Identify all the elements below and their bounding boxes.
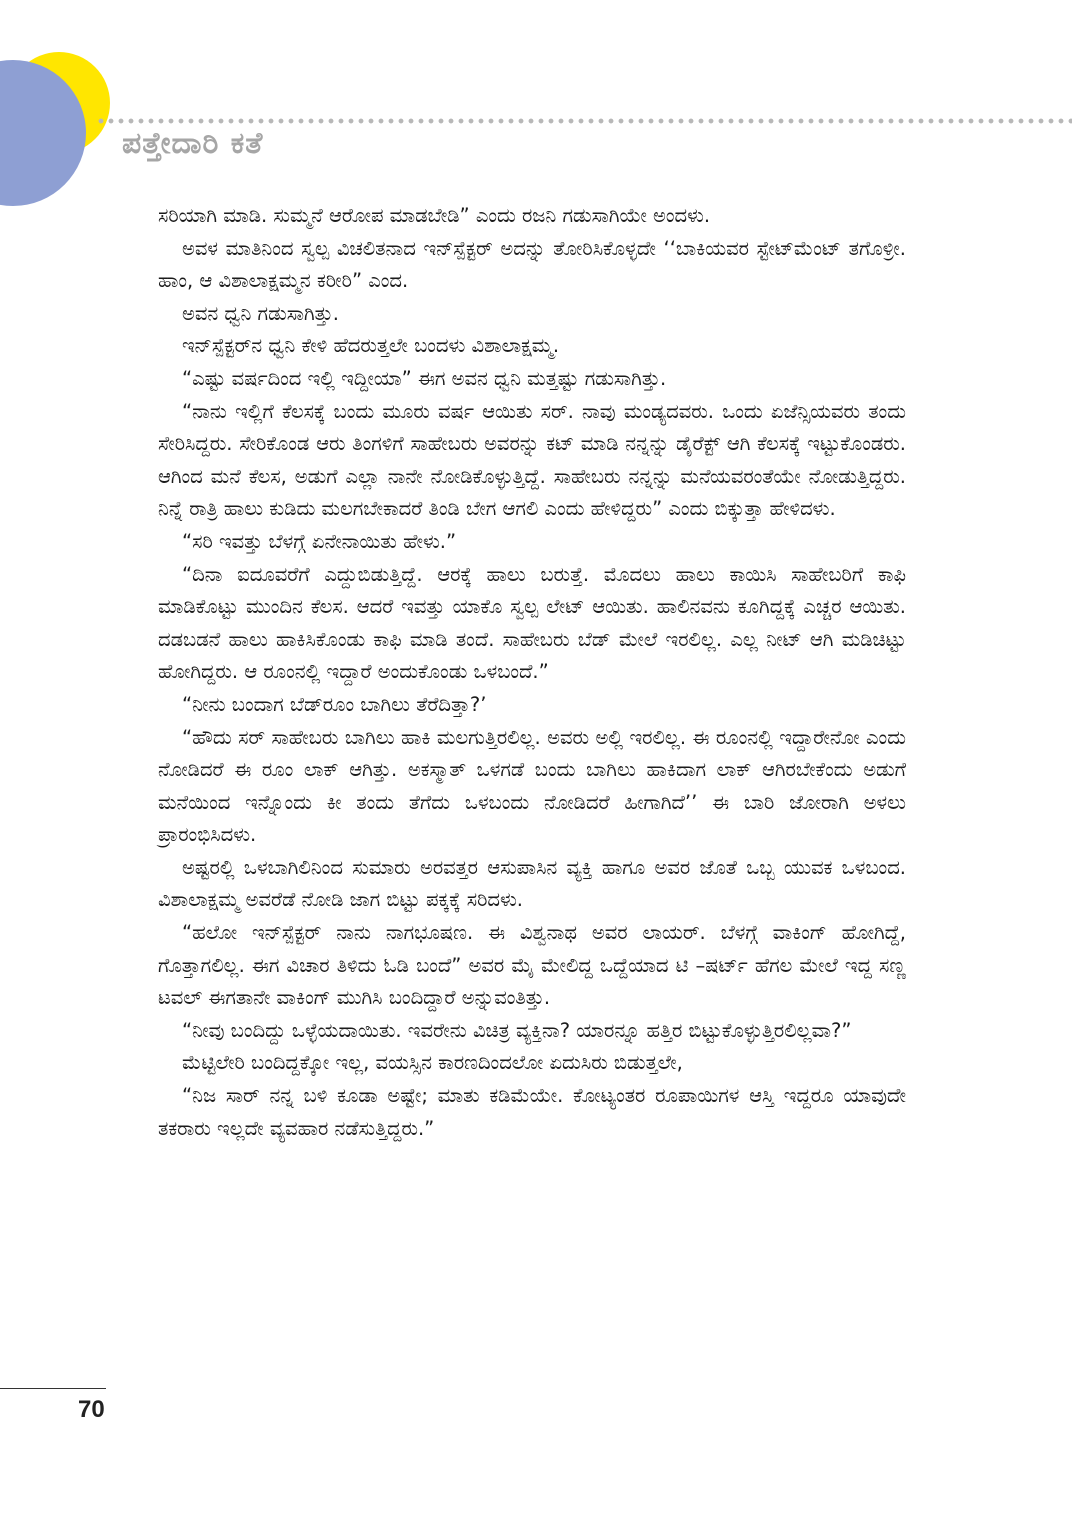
paragraph: “ಹಲೋ ಇನ್‌ಸ್ಪೆಕ್ಟರ್ ನಾನು ನಾಗಭೂಷಣ. ಈ ವಿಶ್ವನಾಥ ಅವರ ಲಾಯರ್. ಬೆಳಗ್ಗೆ ವಾಕಿಂಗ್ ಹೋಗಿದ್ದೆ, ಗೊತ್ತಾಗಲಿಲ್ಲ. ಈಗ ವಿಚಾರ ತಿಳಿದು ಓಡಿ ಬಂದೆ” ಅವರ ಮೈ ಮೇಲಿದ್ದ ಒದ್ದೆಯಾದ ಟಿ –ಷರ್ಟ್ ಹೆಗಲ ಮೇಲೆ ಇದ್ದ ಸಣ್ಣ ಟವಲ್ ಈಗತಾನೇ ವಾಕಿಂಗ್ ಮುಗಿಸಿ ಬಂದಿದ್ದಾರೆ ಅನ್ನುವಂತಿತ್ತು. bbox=[158, 921, 906, 1010]
paragraph: ಅವನ ಧ್ವನಿ ಗಡುಸಾಗಿತ್ತು. bbox=[182, 301, 340, 325]
paragraph: “ದಿನಾ ಐದೂವರೆಗೆ ಎದ್ದುಬಿಡುತ್ತಿದ್ದೆ. ಆರಕ್ಕೆ ಹಾಲು ಬರುತ್ತೆ. ಮೊದಲು ಹಾಲು ಕಾಯಿಸಿ ಸಾಹೇಬರಿಗೆ ಕಾಫಿ ಮಾಡಿಕೊಟ್ಟು ಮುಂದಿನ ಕೆಲಸ. ಆದರೆ ಇವತ್ತು ಯಾಕೊ ಸ್ವಲ್ಪ ಲೇಟ್ ಆಯಿತು. ಹಾಲಿನವನು ಕೂಗಿದ್ದಕ್ಕೆ ಎಚ್ಚರ ಆಯಿತು. ದಡಬಡನೆ ಹಾಲು ಹಾಕಿಸಿಕೊಂಡು ಕಾಫಿ ಮಾಡಿ ತಂದೆ. ಸಾಹೇಬರು ಬೆಡ್ ಮೇಲೆ ಇರಲಿಲ್ಲ. ಎಲ್ಲ ನೀಟ್ ಆಗಿ ಮಡಿಚಿಟ್ಟು ಹೋಗಿದ್ದರು. ಆ ರೂಂನಲ್ಲಿ ಇದ್ದಾರೆ ಅಂದುಕೊಂಡು ಒಳಬಂದೆ.” bbox=[158, 562, 906, 684]
paragraph: “ಎಷ್ಟು ವರ್ಷದಿಂದ ಇಲ್ಲಿ ಇದ್ದೀಯಾ” ಈಗ ಅವನ ಧ್ವನಿ ಮತ್ತಷ್ಟು ಗಡುಸಾಗಿತ್ತು. bbox=[182, 366, 667, 390]
section-title: ಪತ್ತೇದಾರಿ ಕತೆ bbox=[122, 126, 264, 161]
footer-rule bbox=[0, 1388, 106, 1389]
paragraph: ಅಷ್ಟರಲ್ಲಿ ಒಳಬಾಗಿಲಿನಿಂದ ಸುಮಾರು ಅರವತ್ತರ ಆಸುಪಾಸಿನ ವ್ಯಕ್ತಿ ಹಾಗೂ ಅವರ ಜೊತೆ ಒಬ್ಬ ಯುವಕ ಒಳಬಂದ. ವಿಶಾಲಾಕ್ಷಮ್ಮ ಅವರೆಡೆ ನೋಡಿ ಜಾಗ ಬಿಟ್ಟು ಪಕ್ಕಕ್ಕೆ ಸರಿದಳು. bbox=[158, 855, 906, 912]
paragraph: ಇನ್‌ಸ್ಪೆಕ್ಟರ್‌ನ ಧ್ವನಿ ಕೇಳಿ ಹೆದರುತ್ತಲೇ ಬಂದಳು ವಿಶಾಲಾಕ್ಷಮ್ಮ. bbox=[182, 334, 560, 358]
page-number: 70 bbox=[78, 1396, 105, 1423]
paragraph: “ನಾನು ಇಲ್ಲಿಗೆ ಕೆಲಸಕ್ಕೆ ಬಂದು ಮೂರು ವರ್ಷ ಆಯಿತು ಸರ್. ನಾವು ಮಂಡ್ಯದವರು. ಒಂದು ಏಜೆನ್ಸಿಯವರು ತಂದು ಸೇರಿಸಿದ್ದರು. ಸೇರಿಕೊಂಡ ಆರು ತಿಂಗಳಿಗೆ ಸಾಹೇಬರು ಅವರನ್ನು ಕಟ್ ಮಾಡಿ ನನ್ನನ್ನು ಡೈರೆಕ್ಟ್ ಆಗಿ ಕೆಲಸಕ್ಕೆ ಇಟ್ಟುಕೊಂಡರು. ಆಗಿಂದ ಮನೆ ಕೆಲಸ, ಅಡುಗೆ ಎಲ್ಲಾ ನಾನೇ ನೋಡಿಕೊಳ್ಳುತ್ತಿದ್ದೆ. ಸಾಹೇಬರು ನನ್ನನ್ನು ಮನೆಯವರಂತೆಯೇ ನೋಡುತ್ತಿದ್ದರು. ನಿನ್ನೆ ರಾತ್ರಿ ಹಾಲು ಕುಡಿದು ಮಲಗಬೇಕಾದರೆ ತಿಂಡಿ ಬೇಗ ಆಗಲಿ ಎಂದು ಹೇಳಿದ್ದರು” ಎಂದು ಬಿಕ್ಕುತ್ತಾ ಹೇಳಿದಳು. bbox=[158, 399, 906, 521]
paragraph: ಸರಿಯಾಗಿ ಮಾಡಿ. ಸುಮ್ಮನೆ ಆರೋಪ ಮಾಡಬೇಡಿ” ಎಂದು ರಜನಿ ಗಡುಸಾಗಿಯೇ ಅಂದಳು. bbox=[158, 204, 711, 227]
dotted-header-rule bbox=[96, 118, 1072, 124]
paragraph: “ನಿಜ ಸಾರ್ ನನ್ನ ಬಳಿ ಕೂಡಾ ಅಷ್ಟೇ; ಮಾತು ಕಡಿಮೆಯೇ. ಕೋಟ್ಯಂತರ ರೂಪಾಯಿಗಳ ಆಸ್ತಿ ಇದ್ದರೂ ಯಾವುದೇ ತಕರಾರು ಇಲ್ಲದೇ ವ್ಯವಹಾರ ನಡೆಸುತ್ತಿದ್ದರು.” bbox=[158, 1084, 906, 1140]
paragraph: “ಸರಿ ಇವತ್ತು ಬೆಳಗ್ಗೆ ಏನೇನಾಯಿತು ಹೇಳು.” bbox=[182, 529, 457, 553]
paragraph: ಮೆಟ್ಟಿಲೇರಿ ಬಂದಿದ್ದಕ್ಕೋ ಇಲ್ಲ, ವಯಸ್ಸಿನ ಕಾರಣದಿಂದಲೋ ಏದುಸಿರು ಬಿಡುತ್ತಲೇ, bbox=[182, 1051, 683, 1075]
paragraph: “ಹೌದು ಸರ್ ಸಾಹೇಬರು ಬಾಗಿಲು ಹಾಕಿ ಮಲಗುತ್ತಿರಲಿಲ್ಲ. ಅವರು ಅಲ್ಲಿ ಇರಲಿಲ್ಲ. ಈ ರೂಂನಲ್ಲಿ ಇದ್ದಾರೇನೋ ಎಂದು ನೋಡಿದರೆ ಈ ರೂಂ ಲಾಕ್ ಆಗಿತ್ತು. ಅಕಸ್ಮಾತ್ ಒಳಗಡೆ ಬಂದು ಬಾಗಿಲು ಹಾಕಿದಾಗ ಲಾಕ್ ಆಗಿರಬೇಕೆಂದು ಅಡುಗೆ ಮನೆಯಿಂದ ಇನ್ನೊಂದು ಕೀ ತಂದು ತೆಗೆದು ಒಳಬಂದು ನೋಡಿದರೆ ಹೀಗಾಗಿದೆ’’ ಈ ಬಾರಿ ಜೋರಾಗಿ ಅಳಲು ಪ್ರಾರಂಭಿಸಿದಳು. bbox=[158, 725, 906, 847]
paragraph: “ನೀವು ಬಂದಿದ್ದು ಒಳ್ಳೆಯದಾಯಿತು. ಇವರೇನು ವಿಚಿತ್ರ ವ್ಯಕ್ತಿನಾ? ಯಾರನ್ನೂ ಹತ್ತಿರ ಬಿಟ್ಟುಕೊಳ್ಳುತ್ತಿರಲಿಲ್ಲವಾ?” bbox=[182, 1018, 852, 1042]
paragraph: ಅವಳ ಮಾತಿನಿಂದ ಸ್ವಲ್ಪ ವಿಚಲಿತನಾದ ಇನ್‌ಸ್ಪೆಕ್ಟರ್ ಅದನ್ನು ತೋರಿಸಿಕೊಳ್ಳದೇ ‘‘ಬಾಕಿಯವರ ಸ್ಟೇಟ್‌ಮೆಂಟ್ ತಗೊಳ್ರೀ. ಹಾಂ, ಆ ವಿಶಾಲಾಕ್ಷಮ್ಮನ ಕರೀರಿ” ಎಂದ. bbox=[158, 236, 906, 293]
story-body bbox=[158, 200, 906, 1145]
paragraph: “ನೀನು ಬಂದಾಗ ಬೆಡ್‌ರೂಂ ಬಾಗಿಲು ತೆರೆದಿತ್ತಾ?’ bbox=[182, 692, 487, 716]
